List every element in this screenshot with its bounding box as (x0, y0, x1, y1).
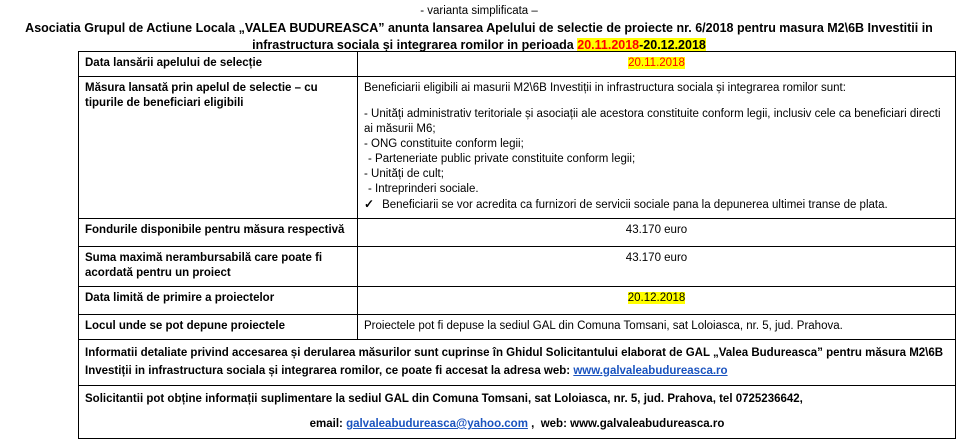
table-row (79, 340, 956, 386)
document-subtitle: - varianta simplificata – (420, 5, 538, 17)
document-title-line2: infrastructura sociala și integrarea romilor in perioada (252, 38, 574, 52)
row-value-submission-place: Proiectele pot fi depuse la sediul GAL din Comuna Tomsani, sat Loloiasca, nr. 5, jud. Prahova. (358, 315, 956, 340)
list-item: - Parteneriate public private constituite conform legii; (368, 153, 636, 165)
row-label-available-funds: Fondurile disponibile pentru măsura respectivă (79, 219, 358, 247)
web-label: web: (540, 418, 567, 430)
list-item: - Intreprinderi sociale. (368, 183, 479, 195)
row-value-available-funds: 43.170 euro (358, 219, 956, 247)
row-value-launch-date (358, 52, 956, 77)
email-link[interactable]: galvaleabudureasca@yahoo.com (346, 418, 528, 430)
table-row (79, 315, 956, 340)
row-label-deadline: Data limită de primire a proiectelor (79, 287, 358, 315)
check-icon: ✓ (364, 197, 375, 211)
row-value-max-amount: 43.170 euro (358, 247, 956, 287)
table-row (79, 386, 956, 439)
row-label-max-amount: Suma maximă nerambursabilă care poate fi acordată pentru un proiect (79, 247, 358, 287)
table-row (79, 287, 956, 315)
footer-contact-paragraph: Solicitantii pot obține informații suplimentare la sediul GAL din Comuna Tomsani, sat Loloiasca, nr. 5, jud. Prahova, tel 0725236642, (85, 393, 803, 405)
spacer (364, 96, 949, 107)
row-value-measure (358, 77, 956, 219)
deadline-highlight: 20.12.2018 (627, 292, 686, 304)
announcement-table (78, 51, 956, 439)
table-row (79, 52, 956, 77)
list-item (364, 197, 949, 213)
web-address: www.galvaleabudureasca.ro (570, 418, 725, 430)
footer-info-text: Informatii detaliate privind accesarea și derularea măsurilor sunt cuprinse în Ghidul Solicitantului elaborat de GAL „Valea Budureasca” pentru măsura M2\6B Investiții in infrastructura sociala și integrarea romilor, ce poate fi accesat la adresa web: (85, 347, 944, 377)
footer-info-cell (79, 340, 956, 386)
footer-contact-cell (79, 386, 956, 439)
announcement-table-wrapper (78, 51, 944, 439)
table-row (79, 219, 956, 247)
list-item: - Unități administrativ teritoriale și asociații ale acestora constituite conform legii, inclusiv cele ca beneficiari directi ai măsurii M6; (364, 108, 941, 135)
eligible-beneficiaries-list (364, 81, 949, 213)
title-date-from: 20.11.2018 (577, 38, 640, 52)
guide-web-link[interactable]: www.galvaleabudureasca.ro (573, 365, 728, 377)
title-date-to: 20.12.2018 (643, 38, 706, 52)
row-label-launch-date: Data lansării apelului de selecție (79, 52, 358, 77)
launch-date-highlight: 20.11.2018 (628, 57, 685, 69)
document-title (0, 18, 958, 54)
email-label: email: (309, 418, 343, 430)
row-label-measure: Măsura lansată prin apelul de selectie – cu tipurile de beneficiari eligibili (79, 77, 358, 219)
list-item: - ONG constituite conform legii; (364, 138, 524, 150)
comma-separator: , (527, 418, 535, 430)
footer-contact-line (85, 415, 949, 433)
row-value-deadline (358, 287, 956, 315)
title-date-separator: - (639, 38, 644, 52)
table-row (79, 77, 956, 219)
title-date-range (577, 38, 706, 52)
row-label-submission-place: Locul unde se pot depune proiectele (79, 315, 358, 340)
table-row (79, 247, 956, 287)
footer-info-paragraph (85, 344, 949, 380)
list-item: - Unități de cult; (364, 168, 444, 180)
accreditation-note: Beneficiarii se vor acredita ca furnizori de servicii sociale pana la depunerea ultimei transe de plata. (382, 199, 888, 211)
document-title-line1: Asociatia Grupul de Actiune Locala „VALEA BUDUREASCA” anunta lansarea Apelului de selectie de proiecte nr. 6/2018 pentru masura M2\6B Investitii in (25, 21, 933, 35)
beneficiaries-intro: Beneficiarii eligibili ai masurii M2\6B Investiții in infrastructura sociala și integrarea romilor sunt: (364, 82, 846, 94)
